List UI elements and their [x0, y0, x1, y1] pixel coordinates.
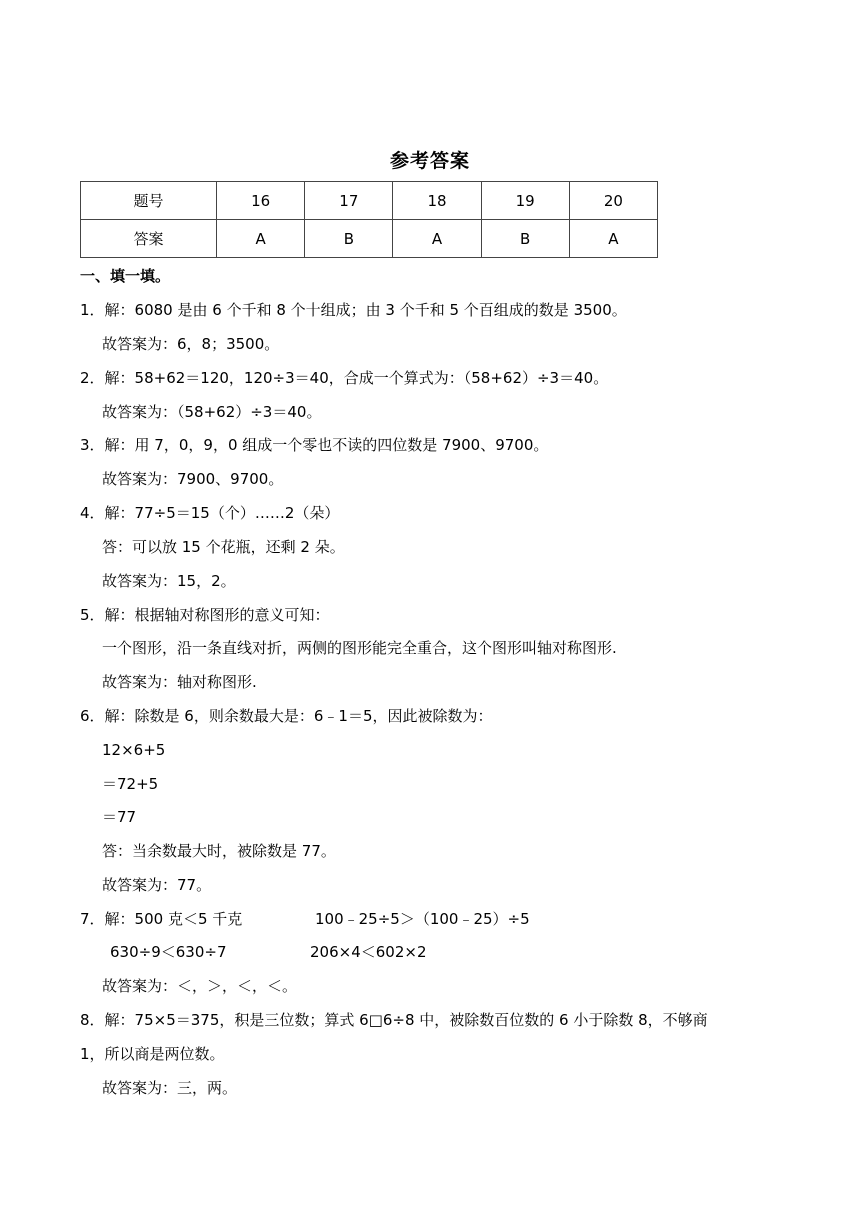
- table-row: [81, 182, 658, 220]
- answer-line: 5．解：根据轴对称图形的意义可知：: [80, 606, 330, 624]
- answer-line: 2．解：58+62＝120，120÷3＝40，合成一个算式为：（58+62）÷3＝40。: [80, 369, 609, 387]
- answer-line: 故答案为：77。: [102, 876, 212, 894]
- answer-line: 3．解：用 7，0，9，0 组成一个零也不读的四位数是 7900、9700。: [80, 436, 549, 454]
- table-cell: 20: [569, 182, 657, 220]
- answer-line: 答：当余数最大时，被除数是 77。: [102, 842, 336, 860]
- answer-line: 故答案为：6，8；3500。: [102, 335, 280, 353]
- table-cell: 题号: [81, 182, 217, 220]
- answer-line: 206×4＜602×2: [310, 943, 427, 961]
- table-cell: A: [393, 220, 481, 258]
- page-title: 参考答案: [389, 150, 470, 172]
- table-cell: 17: [305, 182, 393, 220]
- answer-line: 故答案为：三，两。: [102, 1079, 238, 1097]
- table-cell: B: [481, 220, 569, 258]
- table-cell: 18: [393, 182, 481, 220]
- answer-line: 故答案为：15，2。: [102, 572, 236, 590]
- table-row: [81, 220, 658, 258]
- answer-line: 630÷9＜630÷7: [110, 943, 227, 961]
- table-cell: 16: [217, 182, 305, 220]
- answer-line: ＝72+5: [102, 775, 159, 793]
- answer-line: 1，所以商是两位数。: [80, 1045, 225, 1063]
- table-cell: 答案: [81, 220, 217, 258]
- answer-line: 1．解：6080 是由 6 个千和 8 个十组成；由 3 个千和 5 个百组成的数是 3500。: [80, 301, 627, 319]
- table-cell: A: [217, 220, 305, 258]
- answer-line: 一个图形，沿一条直线对折，两侧的图形能完全重合，这个图形叫轴对称图形.: [102, 639, 617, 657]
- answer-line: 100﹣25÷5＞（100﹣25）÷5: [315, 910, 530, 928]
- table-cell: 19: [481, 182, 569, 220]
- answer-line: 故答案为：7900、9700。: [102, 470, 284, 488]
- answer-line: 6．解：除数是 6，则余数最大是：6﹣1＝5，因此被除数为：: [80, 707, 493, 725]
- answer-table: [80, 181, 658, 258]
- answer-line: 故答案为：（58+62）÷3＝40。: [102, 403, 322, 421]
- answer-line: 12×6+5: [102, 741, 166, 759]
- answer-line: 4．解：77÷5＝15（个）……2（朵）: [80, 504, 340, 522]
- section-heading: 一、填一填。: [80, 267, 171, 285]
- answer-line: 故答案为：＜，＞，＜，＜。: [102, 977, 298, 995]
- answer-line: 故答案为：轴对称图形.: [102, 673, 257, 691]
- answer-line: ＝77: [102, 808, 137, 826]
- answer-line: 答：可以放 15 个花瓶，还剩 2 朵。: [102, 538, 345, 556]
- table-cell: A: [569, 220, 657, 258]
- table-cell: B: [305, 220, 393, 258]
- answer-line: 7．解：500 克＜5 千克: [80, 910, 243, 928]
- answer-line: 8．解：75×5＝375，积是三位数；算式 6□6÷8 中，被除数百位数的 6 小于除数 8，不够商: [80, 1011, 708, 1029]
